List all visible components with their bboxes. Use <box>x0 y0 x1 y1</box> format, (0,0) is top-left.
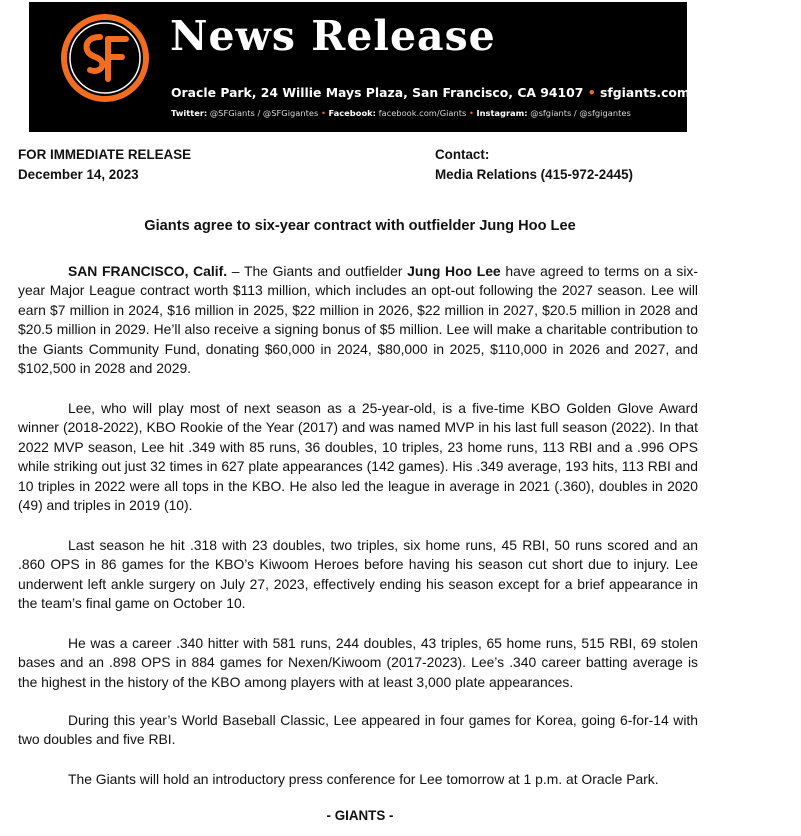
release-info <box>18 145 191 185</box>
separator-dot: • <box>587 85 596 100</box>
twitter-label: Twitter: <box>171 108 208 118</box>
paragraph-contract <box>18 262 698 378</box>
paragraph-last-season: Last season he hit .318 with 23 doubles, two triples, six home runs, 45 RBI, 50 runs scored and an .860 OPS in 86 games for the KBO’s Kiwoom Heroes before having his season cut short due to injury. Lee underwent left ankle surgery on July 27, 2023, effectively ending his season except for a brief appearance in the team’s final game on October 10. <box>18 537 698 612</box>
news-release-banner <box>29 2 801 132</box>
closing-mark: - GIANTS - <box>326 808 394 823</box>
banner-socials <box>171 108 631 118</box>
separator-dot: • <box>320 108 326 118</box>
paragraph-text: – The Giants and outfielder <box>227 263 408 279</box>
instagram-handles[interactable]: @sfgiants / @sfgigantes <box>530 108 631 118</box>
banner-title: News Release <box>170 12 496 60</box>
release-type: FOR IMMEDIATE RELEASE <box>18 147 192 162</box>
paragraph-press-conference: The Giants will hold an introductory press conference for Lee tomorrow at 1 p.m. at Oracle Park. <box>68 771 659 787</box>
separator-dot: • <box>468 108 474 118</box>
contact-info <box>435 145 633 185</box>
headline: Giants agree to six-year contract with outfielder Jung Hoo Lee <box>144 218 576 234</box>
release-date: December 14, 2023 <box>18 167 139 182</box>
paragraph-text: have agreed to terms on a six-year Major League contract worth $113 million, which includes an opt-out following the 2027 season. Lee will earn $7 million in 2024, $16 million in 2025, $22 million in 2026, $22 million in 2027, $20.5 million in 2028 and $20.5 million in 2029. He’ll also receive a signing bonus of $5 million. Lee will make a charitable contribution to the Giants Community Fund, donating $60,000 in 2024, $80,000 in 2025, $110,000 in 2026 and 2027, and $102,500 in 2028 and 2029. <box>18 263 698 377</box>
banner-address <box>171 85 801 100</box>
dateline: SAN FRANCISCO, Calif. <box>68 263 228 279</box>
paragraph-wbc: During this year’s World Baseball Classic, Lee appeared in four games for Korea, going 6-for-14 with two doubles and five RBI. <box>18 712 698 748</box>
facebook-link[interactable]: facebook.com/Giants <box>378 108 467 118</box>
paragraph-career-stats: He was a career .340 hitter with 581 runs, 244 doubles, 43 triples, 65 home runs, 515 RBI, 69 stolen bases and an .898 OPS in 884 games for Nexen/Kiwoom (2017-2023). Lee’s .340 career batting average is the highest in the history of the KBO among players with at least 3,000 plate appearances. <box>18 635 698 690</box>
player-name: Jung Hoo Lee <box>407 263 501 279</box>
sf-giants-logo-icon <box>62 15 148 101</box>
facebook-label: Facebook: <box>328 108 376 118</box>
address-text: Oracle Park, 24 Willie Mays Plaza, San Francisco, CA 94107 <box>171 85 584 100</box>
instagram-label: Instagram: <box>476 108 528 118</box>
website-link[interactable]: sfgiants.com/sfgigantes.com <box>600 85 801 100</box>
paragraph-kbo-career: Lee, who will play most of next season as a 25-year-old, is a five-time KBO Golden Glove Award winner (2018-2022), KBO Rookie of the Year (2017) and was named MVP in his last full season (2022). In that 2022 MVP season, Lee hit .349 with 85 runs, 36 doubles, 10 triples, 23 home runs, 113 RBI and a .996 OPS while striking out just 32 times in 627 plate appearances (142 games). His .349 average, 193 hits, 113 RBI and 10 triples in 2022 were all tops in the KBO. He also led the league in average in 2021 (.360), doubles in 2020 (49) and triples in 2019 (10). <box>18 400 698 514</box>
twitter-handles[interactable]: @SFGiants / @SFGigantes <box>209 108 319 118</box>
contact-label: Contact: <box>435 147 490 162</box>
contact-details: Media Relations (415-972-2445) <box>435 167 633 182</box>
